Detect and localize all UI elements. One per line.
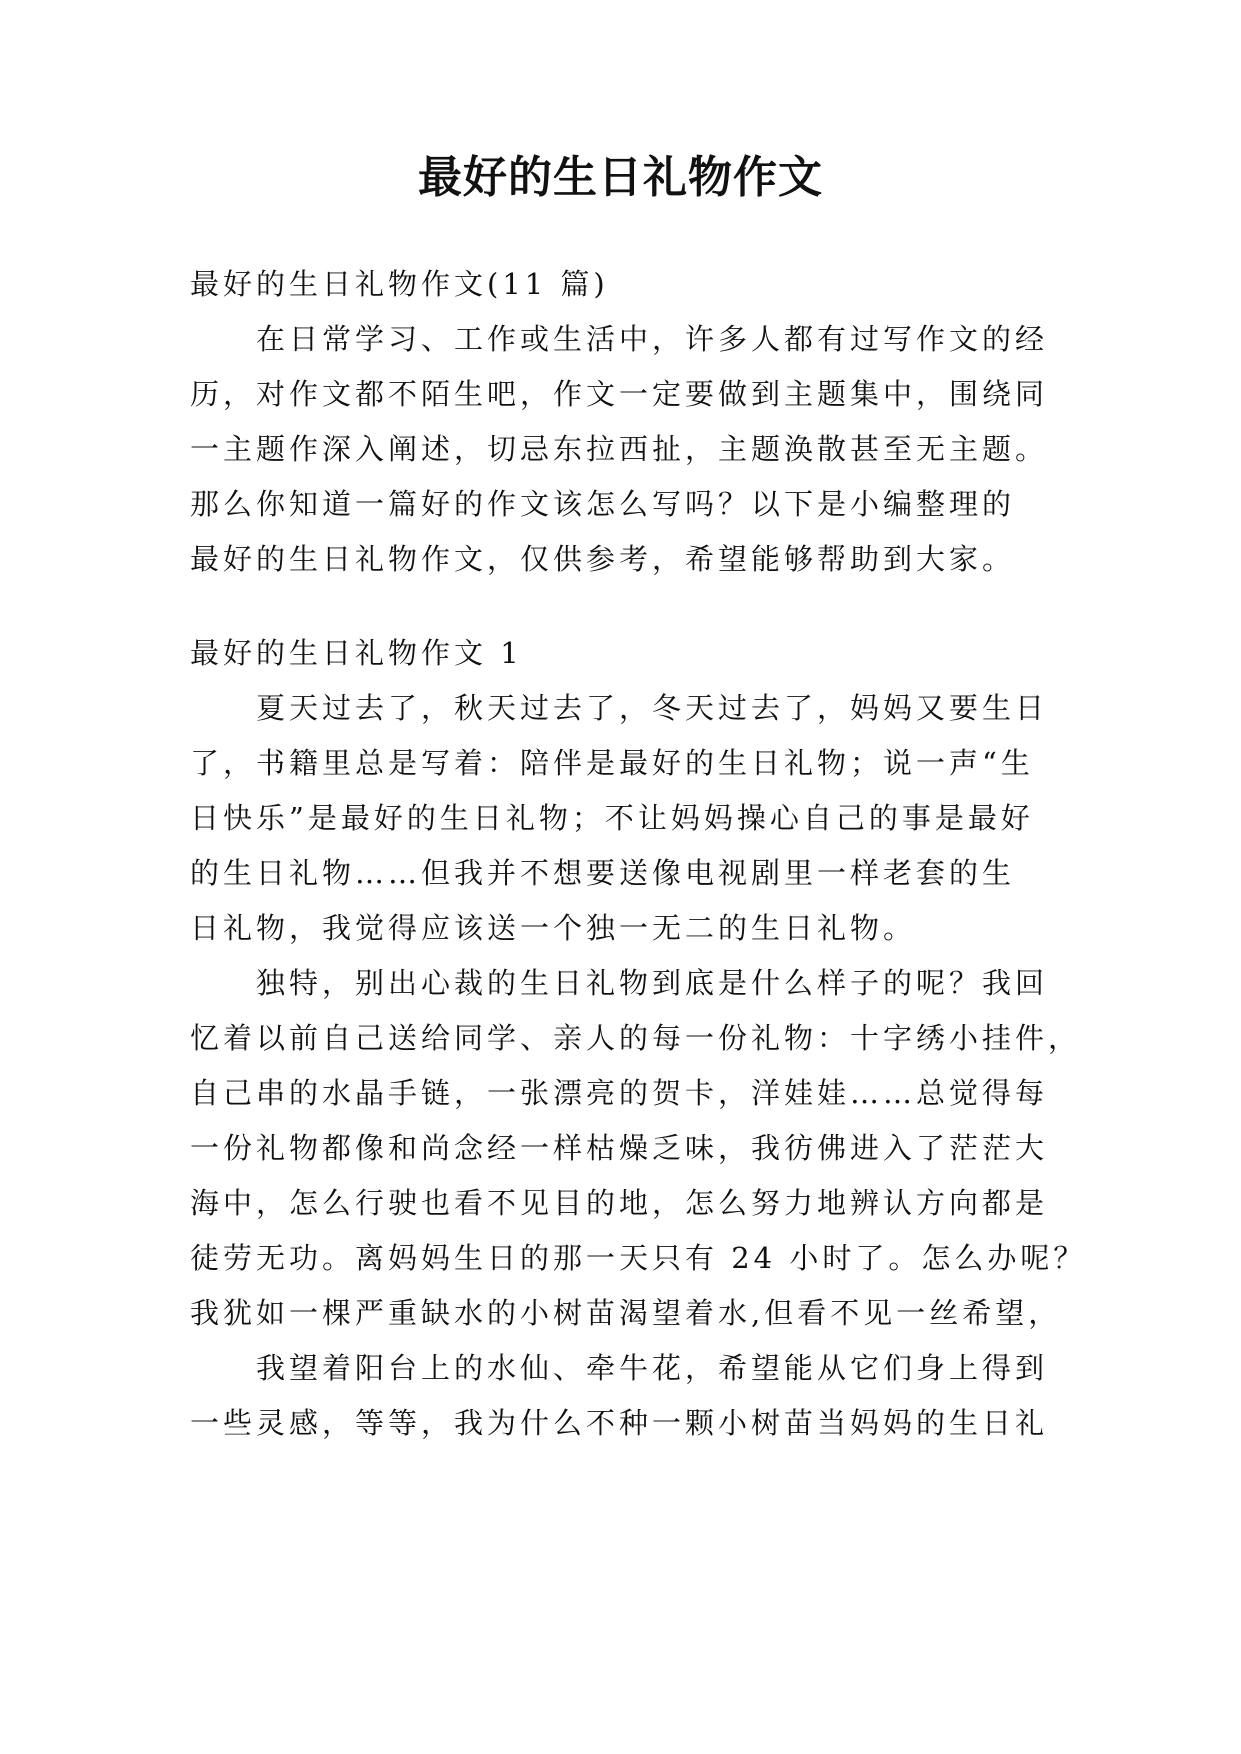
intro-line: 历，对作文都不陌生吧，作文一定要做到主题集中，围绕同 [190, 377, 1049, 411]
intro-line: 最好的生日礼物作文，仅供参考，希望能够帮助到大家。 [190, 542, 1016, 576]
intro-line: 那么你知道一篇好的作文该怎么写吗？以下是小编整理的 [190, 487, 1016, 521]
document-title: 最好的生日礼物作文 [418, 152, 823, 203]
paragraph-line: 忆着以前自己送给同学、亲人的每一份礼物：十字绣小挂件， [190, 1021, 1082, 1055]
paragraph-line: 我望着阳台上的水仙、牵牛花，希望能从它们身上得到 [256, 1351, 1049, 1385]
intro-line: 一主题作深入阐述，切忌东拉西扯，主题涣散甚至无主题。 [190, 432, 1049, 466]
paragraph-line: 的生日礼物……但我并不想要送像电视剧里一样老套的生 [190, 856, 1016, 890]
paragraph-line: 徒劳无功。离妈妈生日的那一天只有 24 小时了。怎么办呢？ [190, 1241, 1087, 1275]
paragraph-line: 日快乐”是最好的生日礼物；不让妈妈操心自己的事是最好 [190, 801, 1034, 835]
paragraph-line: 自己串的水晶手链，一张漂亮的贺卡，洋娃娃……总觉得每 [190, 1076, 1049, 1110]
section-heading: 最好的生日礼物作文 1 [190, 636, 523, 670]
document-subtitle: 最好的生日礼物作文(11 篇) [190, 267, 609, 301]
paragraph-line: 独特，别出心裁的生日礼物到底是什么样子的呢？我回 [256, 966, 1049, 1000]
intro-line: 在日常学习、工作或生活中，许多人都有过写作文的经 [256, 322, 1049, 356]
paragraph-line: 了，书籍里总是写着：陪伴是最好的生日礼物；说一声“生 [190, 746, 1034, 780]
paragraph-line: 夏天过去了，秋天过去了，冬天过去了，妈妈又要生日 [256, 691, 1049, 725]
paragraph-line: 一份礼物都像和尚念经一样枯燥乏味，我彷佛进入了茫茫大 [190, 1131, 1049, 1165]
paragraph-line: 一些灵感，等等，我为什么不种一颗小树苗当妈妈的生日礼 [190, 1406, 1049, 1440]
paragraph-line: 我犹如一棵严重缺水的小树苗渴望着水,但看不见一丝希望， [190, 1296, 1062, 1330]
paragraph-line: 日礼物，我觉得应该送一个独一无二的生日礼物。 [190, 911, 917, 945]
paragraph-line: 海中，怎么行驶也看不见目的地，怎么努力地辨认方向都是 [190, 1186, 1049, 1220]
